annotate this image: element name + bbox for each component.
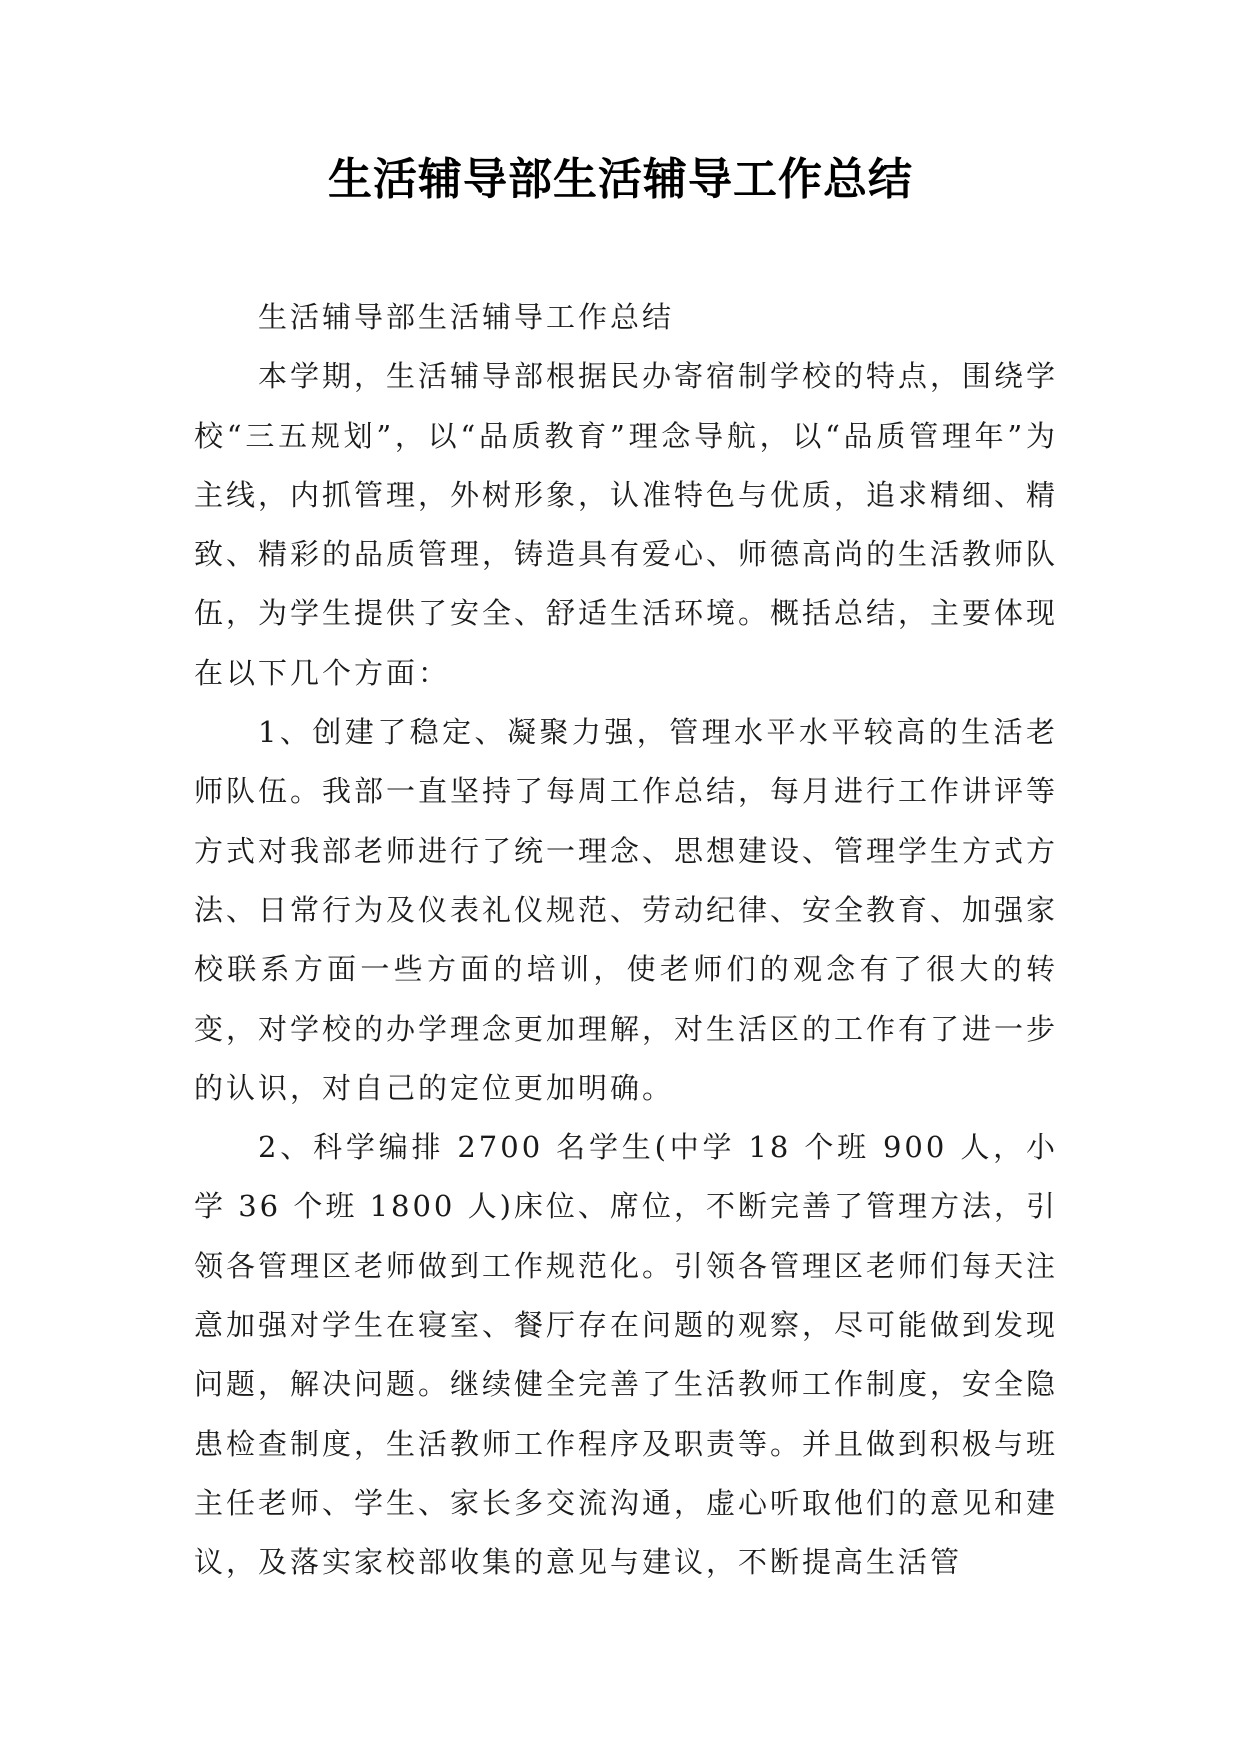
body-paragraph-2: 2、科学编排 2700 名学生(中学 18 个班 900 人，小学 36 个班 1800 人)床位、席位，不断完善了管理方法，引领各管理区老师做到工作规范化。引领各管理区老师们每天注意加强对学生在寝室、餐厅存在问题的观察，尽可能做到发现问题，解决问题。继续健全完善了生活教师工作制度，安全隐患检查制度，生活教师工作程序及职责等。并且做到积极与班主任老师、学生、家长多交流沟通，虚心听取他们的意见和建议，及落实家校部收集的意见与建议，不断提高生活管 bbox=[194, 1130, 1059, 1580]
body-paragraph-1: 1、创建了稳定、凝聚力强，管理水平水平较高的生活老师队伍。我部一直坚持了每周工作总结，每月进行工作讲评等方式对我部老师进行了统一理念、思想建设、管理学生方式方法、日常行为及仪表礼仪规范、劳动纪律、安全教育、加强家校联系方面一些方面的培训，使老师们的观念有了很大的转变，对学校的办学理念更加理解，对生活区的工作有了进一步的认识，对自己的定位更加明确。 bbox=[194, 715, 1059, 1105]
body-heading: 生活辅导部生活辅导工作总结 bbox=[258, 300, 675, 334]
body-paragraph-intro: 本学期，生活辅导部根据民办寄宿制学校的特点，围绕学校“三五规划”，以“品质教育”理念导航，以“品质管理年”为主线，内抓管理，外树形象，认准特色与优质，追求精细、精致、精彩的品质管理，铸造具有爱心、师德高尚的生活教师队伍，为学生提供了安全、舒适生活环境。概括总结，主要体现在以下几个方面： bbox=[194, 359, 1059, 690]
document-title: 生活辅导部生活辅导工作总结 bbox=[328, 154, 913, 205]
document-body bbox=[194, 288, 1058, 1593]
